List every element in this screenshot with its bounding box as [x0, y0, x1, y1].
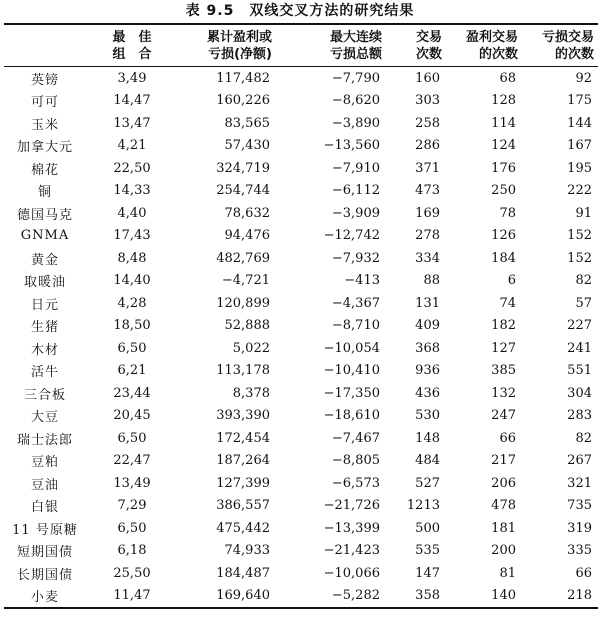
cell-commodity: 木材: [30, 342, 59, 358]
cell-winning-trades: 68: [499, 70, 516, 86]
table-row: [4, 427, 598, 450]
cell-net-profit: 169,640: [216, 588, 270, 604]
cell-best-combination: 13,49: [113, 475, 151, 491]
cell-net-profit: −4,721: [221, 273, 270, 289]
cell-net-profit: 52,888: [224, 318, 270, 334]
table-row: [4, 112, 598, 135]
header-max-drawdown: 最大连续 亏损总额: [329, 30, 382, 62]
cell-net-profit: 117,482: [216, 70, 270, 86]
table-row: [4, 90, 598, 113]
table-row: [4, 270, 598, 293]
cell-best-combination: 14,40: [113, 273, 151, 289]
cell-best-combination: 8,48: [117, 250, 147, 266]
cell-max-drawdown: −7,932: [331, 250, 380, 266]
cell-commodity: 生猪: [30, 320, 59, 336]
cell-winning-trades: 6: [507, 273, 516, 289]
table-row: [4, 337, 598, 360]
cell-losing-trades: 167: [567, 138, 592, 154]
cell-commodity: 小麦: [30, 590, 59, 606]
cell-losing-trades: 218: [567, 588, 592, 604]
cell-trade-count: 303: [415, 93, 440, 109]
cell-best-combination: 11,47: [113, 588, 151, 604]
cell-winning-trades: 114: [491, 115, 516, 131]
table-row: [4, 382, 598, 405]
header-commodity: [4, 24, 86, 67]
header-winning-trades: 盈利交易 的次数: [465, 30, 518, 62]
cell-net-profit: 172,454: [216, 430, 270, 446]
table-row: [4, 67, 598, 90]
cell-best-combination: 18,50: [113, 318, 151, 334]
cell-losing-trades: 82: [575, 273, 592, 289]
cell-trade-count: 131: [415, 295, 440, 311]
cell-commodity: 铜: [37, 185, 52, 201]
cell-best-combination: 6,50: [117, 430, 147, 446]
cell-losing-trades: 175: [567, 93, 592, 109]
cell-losing-trades: 735: [567, 498, 592, 514]
cell-commodity: 豆粕: [30, 455, 59, 471]
cell-winning-trades: 385: [491, 363, 516, 379]
cell-best-combination: 14,33: [113, 183, 151, 199]
cell-losing-trades: 241: [567, 340, 592, 356]
table-row: [4, 495, 598, 518]
cell-losing-trades: 304: [567, 385, 592, 401]
table-row: [4, 450, 598, 473]
cell-trade-count: 409: [415, 318, 440, 334]
cell-net-profit: 254,744: [216, 183, 270, 199]
cell-trade-count: 1213: [406, 498, 440, 514]
cell-losing-trades: 92: [575, 70, 592, 86]
cell-commodity: 棉花: [30, 162, 59, 178]
cell-max-drawdown: −10,410: [323, 363, 380, 379]
cell-net-profit: 482,769: [216, 250, 270, 266]
table-row: [4, 202, 598, 225]
cell-losing-trades: 267: [567, 453, 592, 469]
cell-best-combination: 22,50: [113, 160, 151, 176]
table-row: [4, 180, 598, 203]
cell-winning-trades: 200: [491, 543, 516, 559]
cell-max-drawdown: −12,742: [323, 228, 380, 244]
cell-net-profit: 8,378: [232, 385, 270, 401]
cell-net-profit: 57,430: [224, 138, 270, 154]
cell-losing-trades: 152: [567, 228, 592, 244]
cell-max-drawdown: −7,467: [331, 430, 380, 446]
cell-trade-count: 148: [415, 430, 440, 446]
cell-net-profit: 113,178: [216, 363, 270, 379]
cell-commodity: 11 号原糖: [12, 522, 78, 538]
cell-best-combination: 23,44: [113, 385, 151, 401]
cell-commodity: 白银: [30, 500, 59, 516]
cell-net-profit: 386,557: [216, 498, 270, 514]
cell-losing-trades: 551: [567, 363, 592, 379]
cell-winning-trades: 181: [491, 520, 516, 536]
cell-net-profit: 475,442: [216, 520, 270, 536]
table-row: [4, 540, 598, 563]
cell-commodity: 活牛: [30, 365, 59, 381]
cell-trade-count: 535: [415, 543, 440, 559]
cell-max-drawdown: −18,610: [323, 408, 380, 424]
cell-losing-trades: 66: [575, 565, 592, 581]
results-table: [4, 23, 598, 609]
cell-max-drawdown: −8,805: [331, 453, 380, 469]
header-best-combination: 最 佳 组 合: [112, 30, 152, 62]
cell-losing-trades: 227: [567, 318, 592, 334]
cell-losing-trades: 319: [567, 520, 592, 536]
cell-winning-trades: 478: [491, 498, 516, 514]
cell-winning-trades: 182: [491, 318, 516, 334]
cell-winning-trades: 247: [491, 408, 516, 424]
cell-max-drawdown: −10,054: [323, 340, 380, 356]
header-row: [4, 24, 598, 67]
cell-net-profit: 127,399: [216, 475, 270, 491]
cell-commodity: 三合板: [23, 387, 66, 403]
cell-trade-count: 473: [415, 183, 440, 199]
header-net-profit: 累计盈利或 亏损(净额): [206, 30, 272, 62]
cell-max-drawdown: −4,367: [331, 295, 380, 311]
cell-trade-count: 358: [415, 588, 440, 604]
cell-best-combination: 6,21: [117, 363, 147, 379]
cell-commodity: 英镑: [30, 72, 59, 88]
table-body: [4, 67, 598, 609]
cell-max-drawdown: −6,573: [331, 475, 380, 491]
cell-best-combination: 20,45: [113, 408, 151, 424]
cell-max-drawdown: −5,282: [331, 588, 380, 604]
table-header: [4, 24, 598, 67]
cell-commodity: 短期国债: [16, 545, 73, 561]
table-row: [4, 517, 598, 540]
cell-max-drawdown: −21,423: [323, 543, 380, 559]
cell-winning-trades: 176: [491, 160, 516, 176]
cell-winning-trades: 206: [491, 475, 516, 491]
cell-losing-trades: 152: [567, 250, 592, 266]
cell-commodity: 长期国债: [16, 567, 73, 583]
cell-commodity: 德国马克: [16, 207, 73, 223]
cell-trade-count: 530: [415, 408, 440, 424]
cell-losing-trades: 321: [567, 475, 592, 491]
cell-trade-count: 278: [415, 228, 440, 244]
cell-best-combination: 6,50: [117, 520, 147, 536]
cell-best-combination: 13,47: [113, 115, 151, 131]
cell-max-drawdown: −413: [344, 273, 380, 289]
cell-winning-trades: 126: [491, 228, 516, 244]
cell-losing-trades: 222: [567, 183, 592, 199]
cell-trade-count: 368: [415, 340, 440, 356]
table-title: 表 9.5 双线交叉方法的研究结果: [185, 3, 415, 19]
header-losing-trades: 亏损交易 的次数: [541, 30, 594, 62]
cell-trade-count: 147: [415, 565, 440, 581]
cell-commodity: 大豆: [30, 410, 59, 426]
cell-commodity: 日元: [30, 297, 59, 313]
table-row: [4, 472, 598, 495]
cell-trade-count: 500: [415, 520, 440, 536]
cell-commodity: 豆油: [30, 477, 59, 493]
cell-commodity: 取暖油: [23, 275, 66, 291]
cell-winning-trades: 127: [491, 340, 516, 356]
cell-trade-count: 484: [415, 453, 440, 469]
cell-trade-count: 160: [415, 70, 440, 86]
cell-losing-trades: 144: [567, 115, 592, 131]
cell-winning-trades: 132: [491, 385, 516, 401]
cell-trade-count: 334: [415, 250, 440, 266]
cell-net-profit: 187,264: [216, 453, 270, 469]
cell-trade-count: 436: [415, 385, 440, 401]
table-row: [4, 585, 598, 609]
cell-max-drawdown: −13,560: [323, 138, 380, 154]
cell-net-profit: 184,487: [216, 565, 270, 581]
table-row: [4, 315, 598, 338]
cell-trade-count: 258: [415, 115, 440, 131]
cell-max-drawdown: −21,726: [323, 498, 380, 514]
cell-winning-trades: 66: [499, 430, 516, 446]
cell-winning-trades: 184: [491, 250, 516, 266]
cell-winning-trades: 81: [499, 565, 516, 581]
cell-trade-count: 169: [415, 205, 440, 221]
cell-best-combination: 4,21: [117, 138, 147, 154]
cell-losing-trades: 335: [567, 543, 592, 559]
cell-commodity: GNMA: [20, 228, 70, 244]
cell-winning-trades: 78: [499, 205, 516, 221]
cell-trade-count: 286: [415, 138, 440, 154]
cell-winning-trades: 124: [491, 138, 516, 154]
cell-best-combination: 14,47: [113, 93, 151, 109]
table-row: [4, 405, 598, 428]
cell-max-drawdown: −10,066: [323, 565, 380, 581]
cell-losing-trades: 91: [575, 205, 592, 221]
cell-commodity: 玉米: [30, 117, 59, 133]
cell-best-combination: 17,43: [113, 228, 151, 244]
table-row: [4, 225, 598, 248]
cell-max-drawdown: −7,910: [331, 160, 380, 176]
cell-net-profit: 78,632: [224, 205, 270, 221]
cell-losing-trades: 57: [575, 295, 592, 311]
cell-trade-count: 88: [423, 273, 440, 289]
cell-best-combination: 22,47: [113, 453, 151, 469]
cell-commodity: 瑞士法郎: [16, 432, 73, 448]
cell-max-drawdown: −17,350: [323, 385, 380, 401]
cell-max-drawdown: −3,909: [331, 205, 380, 221]
cell-trade-count: 936: [415, 363, 440, 379]
cell-winning-trades: 250: [491, 183, 516, 199]
cell-net-profit: 83,565: [224, 115, 270, 131]
cell-trade-count: 527: [415, 475, 440, 491]
cell-losing-trades: 82: [575, 430, 592, 446]
cell-losing-trades: 283: [567, 408, 592, 424]
cell-best-combination: 3,49: [117, 70, 147, 86]
table-row: [4, 135, 598, 158]
cell-max-drawdown: −8,710: [331, 318, 380, 334]
cell-winning-trades: 128: [491, 93, 516, 109]
cell-max-drawdown: −8,620: [331, 93, 380, 109]
cell-max-drawdown: −3,890: [331, 115, 380, 131]
cell-net-profit: 5,022: [232, 340, 270, 356]
cell-net-profit: 324,719: [216, 160, 270, 176]
cell-best-combination: 6,50: [117, 340, 147, 356]
cell-commodity: 加拿大元: [16, 140, 73, 156]
table-row: [4, 360, 598, 383]
header-trade-count: 交易 次数: [415, 30, 442, 62]
cell-trade-count: 371: [415, 160, 440, 176]
cell-best-combination: 4,28: [117, 295, 147, 311]
table-row: [4, 292, 598, 315]
cell-commodity: 可可: [30, 95, 59, 111]
cell-winning-trades: 140: [491, 588, 516, 604]
table-row: [4, 562, 598, 585]
cell-net-profit: 94,476: [224, 228, 270, 244]
cell-max-drawdown: −13,399: [323, 520, 380, 536]
cell-net-profit: 74,933: [224, 543, 270, 559]
table-row: [4, 247, 598, 270]
cell-best-combination: 25,50: [113, 565, 151, 581]
cell-best-combination: 4,40: [117, 205, 147, 221]
cell-best-combination: 6,18: [117, 543, 147, 559]
cell-best-combination: 7,29: [117, 498, 147, 514]
cell-max-drawdown: −6,112: [331, 183, 380, 199]
cell-net-profit: 393,390: [216, 408, 270, 424]
cell-losing-trades: 195: [567, 160, 592, 176]
cell-net-profit: 160,226: [216, 93, 270, 109]
cell-max-drawdown: −7,790: [331, 70, 380, 86]
cell-winning-trades: 217: [491, 453, 516, 469]
cell-net-profit: 120,899: [216, 295, 270, 311]
cell-winning-trades: 74: [499, 295, 516, 311]
table-row: [4, 157, 598, 180]
cell-commodity: 黄金: [30, 252, 59, 268]
